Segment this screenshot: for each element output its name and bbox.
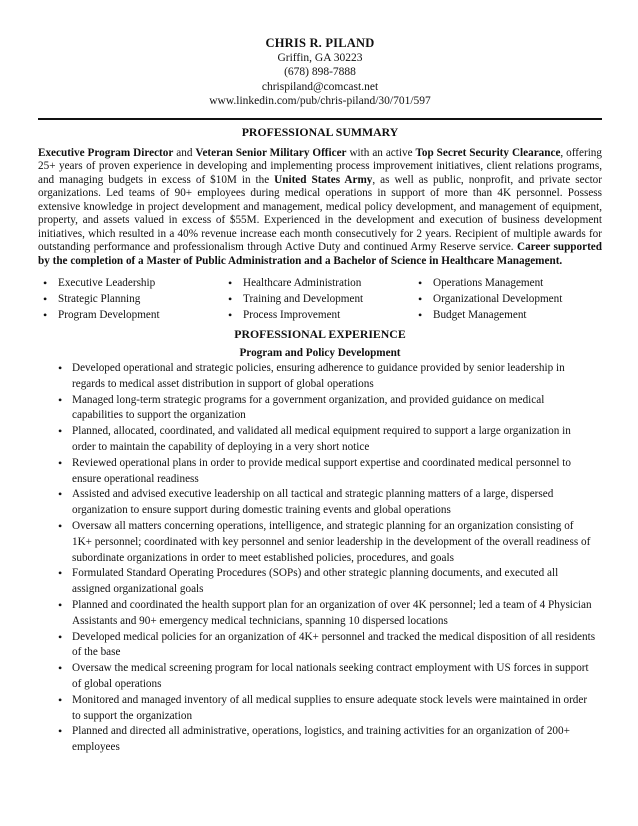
experience-item: • Planned, allocated, coordinated, and validated all medical equipment required to support a large organization in order to maintain the capability of deploying in a very short notice [38,424,602,456]
skill-item: • Process Improvement [223,307,413,323]
experience-item: • Planned and directed all administrative, operations, logistics, and training activities for an organization of 200+ employees [38,724,602,756]
email[interactable]: chrispiland@comcast.net [261,80,379,93]
experience-list [38,361,602,756]
experience-item: • Planned and coordinated the health support plan for an organization of over 4K personnel; led a team of 4 Physician Assistants and 90+ emergency medical technicians, spanning 10 dispersed locations [38,598,602,630]
summary-clearance: Top Secret Security Clearance [415,146,561,159]
summary-with: with an active [346,146,416,159]
linkedin-url[interactable]: www.linkedin.com/pub/chris-piland/30/701/597 [209,95,431,108]
summary-career: Career supported by the completion of a Master of Public Administration and a Bachelor of Science in Healthcare Management. [38,241,602,267]
summary-role-1: Executive Program Director [38,146,174,159]
experience-item: • Managed long-term strategic programs for a government organization, and provided guidance on medical capabilities to support the organization [38,393,602,425]
skill-item: • Operations Management [413,275,588,291]
contact-header [38,36,602,109]
skills-column-3 [413,275,588,323]
skill-item: • Budget Management [413,307,588,323]
experience-item: • Monitored and managed inventory of all medical supplies to ensure adequate stock levels were maintained in order to support the organization [38,693,602,725]
experience-item: • Developed medical policies for an organization of 4K+ personnel and tracked the medical disposition of all residents of the base [38,630,602,662]
summary-paragraph [38,147,602,268]
experience-heading: PROFESSIONAL EXPERIENCE [234,327,406,342]
experience-item: • Developed operational and strategic policies, ensuring adherence to guidance provided by senior leadership in regards to medical asset distribution in support of global operations [38,361,602,393]
skills-column-1 [38,275,223,323]
experience-item: • Oversaw the medical screening program for local nationals seeking contract employment with US forces in support of global operations [38,661,602,693]
skill-item: • Program Development [38,307,223,323]
skills-column-2 [223,275,413,323]
summary-text-2: , as well as public, nonprofit, and private sector organizations. Led teams of 90+ employees during medical operations in support of more than 4K personnel. Possess extensive knowledge in project development and management, medical policy development, and management of equipment, property, and assets valued in excess of $55M. Experienced in the development and execution of business development initiatives, which resulted in a 40% revenue increase each month consecutively for 2 years. Recipient of multiple awards for outstanding performance and professionalism through Active Duty and continued Army Reserve service. [38,173,602,254]
summary-and: and [173,146,196,159]
header-divider [38,118,602,120]
location: Griffin, GA 30223 [277,51,363,64]
experience-item: • Oversaw all matters concerning operations, intelligence, and strategic planning for an organization consisting of 1K+ personnel; coordinated with key personnel and senior leadership in the development of the overall readiness of subordinate organizations in order to meet established policies, procedures, and goals [38,519,602,566]
skill-item: • Training and Development [223,291,413,307]
summary-role-2: Veteran Senior Military Officer [195,146,347,159]
resume-page [38,36,602,756]
summary-heading: PROFESSIONAL SUMMARY [241,124,399,139]
skill-item: • Healthcare Administration [223,275,413,291]
experience-subheading: Program and Policy Development [239,347,401,360]
experience-item: • Assisted and advised executive leadership on all tactical and strategic planning matters of a large, dispersed organization to ensure support during domestic training events and global operations [38,487,602,519]
skill-item: • Strategic Planning [38,291,223,307]
skills-list [38,275,602,323]
phone: (678) 898-7888 [284,66,356,79]
candidate-name: CHRIS R. PILAND [265,36,375,50]
summary-army: United States Army [274,173,373,186]
experience-item: • Formulated Standard Operating Procedures (SOPs) and other strategic planning documents, and executed all assigned organizational goals [38,566,602,598]
skill-item: • Organizational Development [413,291,588,307]
summary-text-1: , offering 25+ years of proven experience in developing and implementing process improvement initiatives, client relations programs, and managing budgets in excess of $10M in the [38,146,602,186]
skill-item: • Executive Leadership [38,275,223,291]
experience-item: • Reviewed operational plans in order to provide medical support expertise and coordinated medical personnel to ensure operational readiness [38,456,602,488]
